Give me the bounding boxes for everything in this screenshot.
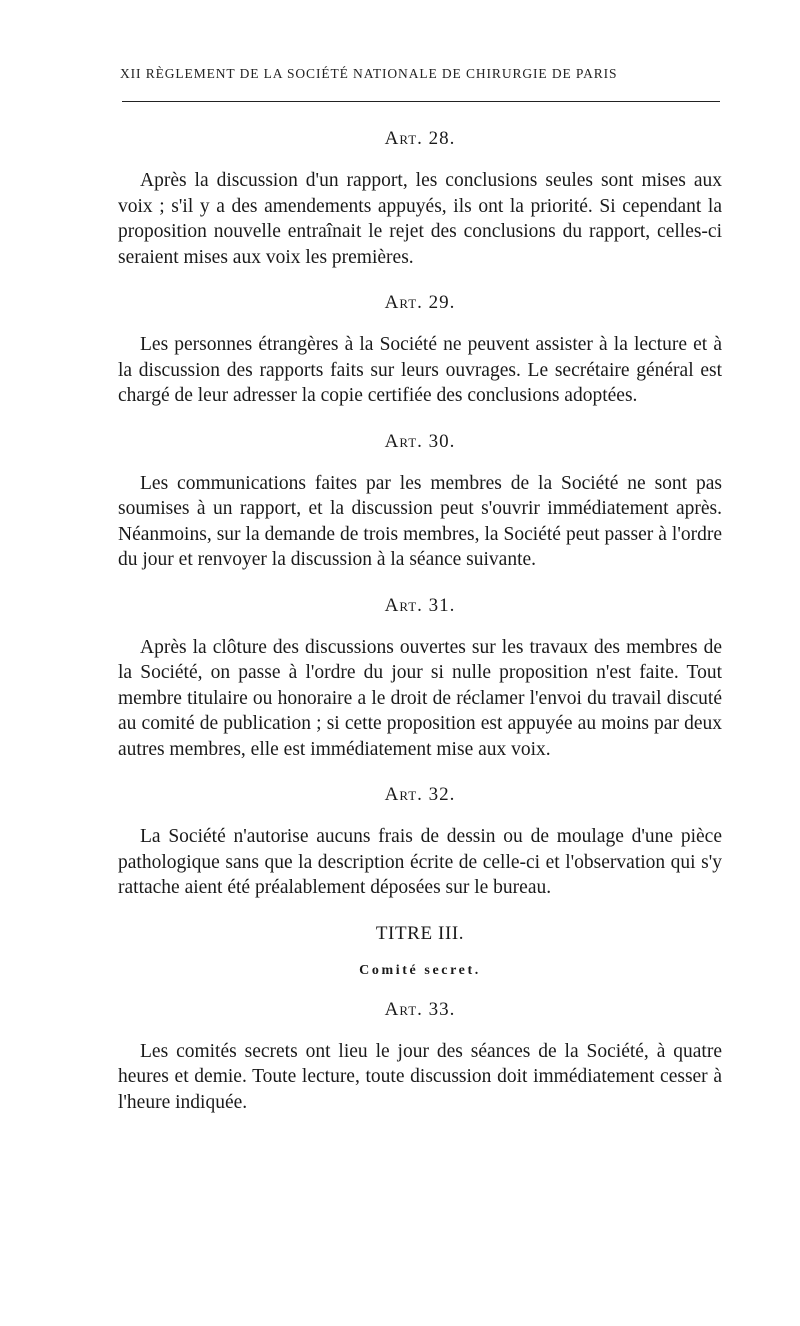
page-content	[118, 126, 722, 1135]
article-heading: Art. 28.	[384, 128, 456, 149]
running-head: XII RÈGLEMENT DE LA SOCIÉTÉ NATIONALE DE CHIRURGIE DE PARIS	[120, 66, 618, 81]
article-32	[118, 782, 722, 901]
article-text: Les comités secrets ont lieu le jour des séances de la Société, à quatre heures et demie. Toute lecture, toute discussion doit immédiatement cesser à l'heure indiquée.	[118, 1040, 722, 1113]
article-28	[118, 126, 722, 270]
article-text: La Société n'autorise aucuns frais de dessin ou de moulage d'une pièce pathologique sans que la description écrite de celle-ci et l'observation qui s'y rattache aient été préalablement déposées sur le bureau.	[118, 826, 722, 898]
article-heading: Art. 33.	[384, 998, 456, 1020]
section-title: TITRE III.	[375, 922, 465, 944]
article-text: Les personnes étrangères à la Société ne peuvent assister à la lecture et à la discussion des rapports faits sur leurs ouvrages. Le secrétaire général est chargé de leur adresser la copie certifiée des conclusions adoptées.	[118, 334, 722, 406]
article-text: Les communications faites par les membres de la Société ne sont pas soumises à un rapport, et la discussion peut s'ouvrir immédiatement après. Néanmoins, sur la demande de trois membres, la Société peut passer à l'ordre du jour et renvoyer la discussion à la séance suivante.	[118, 472, 722, 570]
article-heading: Art. 31.	[384, 594, 456, 616]
article-30	[118, 429, 722, 573]
article-text: Après la clôture des discussions ouvertes sur les travaux des membres de la Société, on passe à l'ordre du jour si nulle proposition n'est faite. Tout membre titulaire ou honoraire a le droit de réclamer l'envoi du travail discuté au comité de publication ; si cette proposition est appuyée au moins par deux autres membres, elle est immédiatement mise aux voix.	[118, 636, 722, 760]
article-29	[118, 290, 722, 409]
article-heading: Art. 30.	[384, 430, 456, 452]
header-rule	[122, 101, 720, 102]
article-text: Après la discussion d'un rapport, les conclusions seules sont mises aux voix ; s'il y a des amendements appuyés, ils ont la priorité. Si cependant la proposition nouvelle entraînait le rejet des conclusions du rapport, celles-ci seraient mises aux voix les premières.	[118, 170, 722, 268]
article-31	[118, 593, 722, 763]
article-heading: Art. 32.	[384, 784, 456, 805]
section-subtitle: Comité secret.	[359, 962, 481, 978]
article-heading: Art. 29.	[384, 292, 456, 313]
article-33	[118, 997, 722, 1116]
